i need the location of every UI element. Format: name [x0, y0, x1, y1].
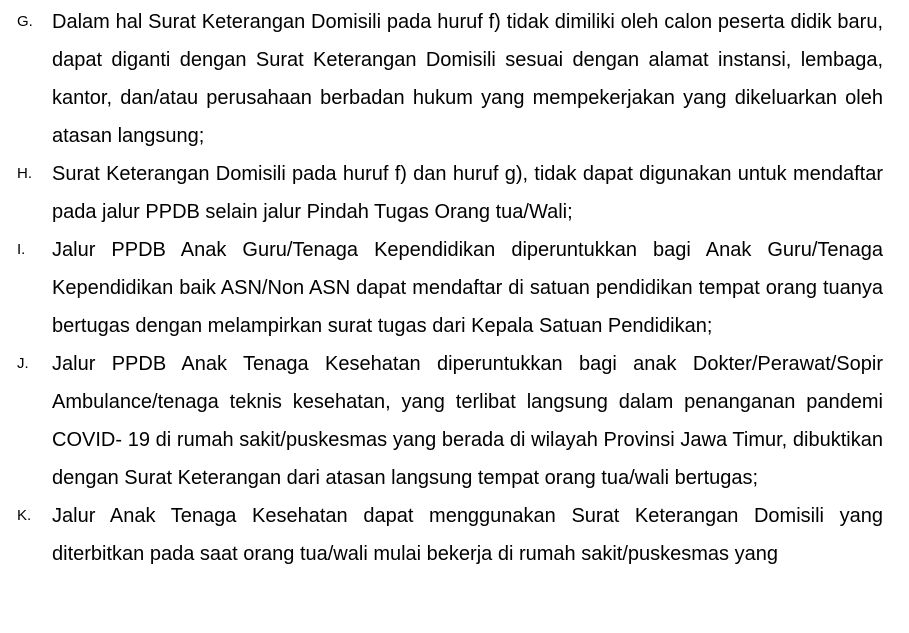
- list-marker: G.: [17, 13, 33, 30]
- list-item-text: Surat Keterangan Domisili pada huruf f) dan huruf g), tidak dapat digunakan untuk mendaftar pada jalur PPDB selain jalur Pindah Tugas Orang tua/Wali;: [52, 163, 883, 223]
- list-item-i: [0, 231, 909, 345]
- list-item-text: Jalur Anak Tenaga Kesehatan dapat menggunakan Surat Keterangan Domisili yang diterbitkan pada saat orang tua/wali mulai bekerja di rumah sakit/puskesmas yang: [52, 505, 883, 565]
- list-marker: H.: [17, 165, 32, 182]
- document-body: [0, 3, 909, 573]
- list-marker: J.: [17, 355, 29, 372]
- list-item-text: Dalam hal Surat Keterangan Domisili pada huruf f) tidak dimiliki oleh calon peserta didik baru, dapat diganti dengan Surat Keterangan Domisili sesuai dengan alamat instansi, lembaga, kantor, dan/atau perusahaan berbadan hukum yang mempekerjakan yang dikeluarkan oleh atasan langsung;: [52, 11, 883, 147]
- list-item-h: [0, 155, 909, 231]
- list-marker: I.: [17, 241, 26, 258]
- list-item-j: [0, 345, 909, 497]
- list-item-g: [0, 3, 909, 155]
- list-item-text: Jalur PPDB Anak Guru/Tenaga Kependidikan diperuntukkan bagi Anak Guru/Tenaga Kependidikan baik ASN/Non ASN dapat mendaftar di satuan pendidikan tempat orang tuanya bertugas dengan melampirkan surat tugas dari Kepala Satuan Pendidikan;: [52, 239, 883, 337]
- list-marker: K.: [17, 507, 32, 524]
- list-item-text: Jalur PPDB Anak Tenaga Kesehatan diperuntukkan bagi anak Dokter/Perawat/Sopir Ambulance/tenaga teknis kesehatan, yang terlibat langsung dalam penanganan pandemi COVID- 19 di rumah sakit/puskesmas yang berada di wilayah Provinsi Jawa Timur, dibuktikan dengan Surat Keterangan dari atasan langsung tempat orang tua/wali bertugas;: [52, 353, 883, 489]
- list-item-k: [0, 497, 909, 573]
